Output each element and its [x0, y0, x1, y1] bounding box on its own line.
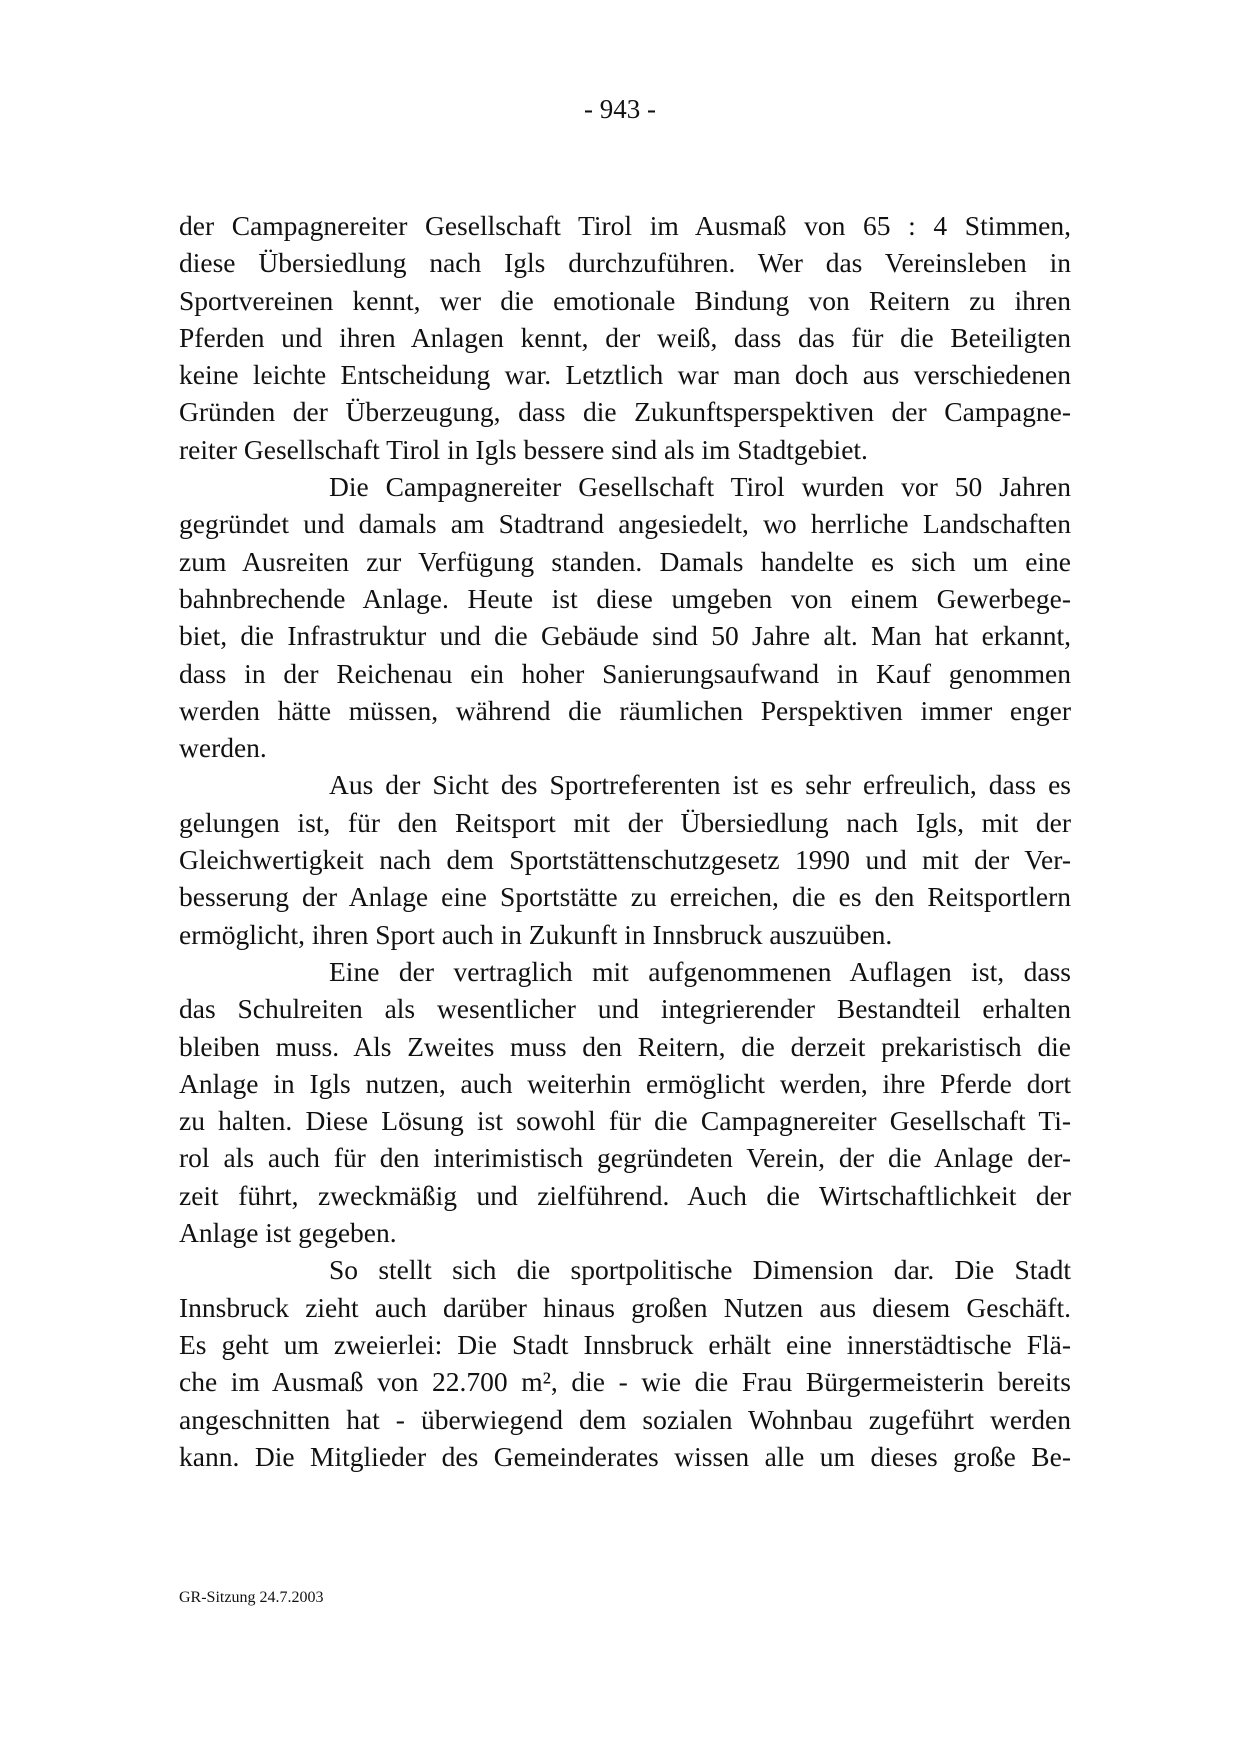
- text-line: zum Ausreiten zur Verfügung standen. Damals handelte es sich um eine: [179, 545, 1071, 577]
- text-line: dass in der Reichenau ein hoher Sanierungsaufwand in Kauf genommen: [179, 657, 1071, 689]
- text-line: diese Übersiedlung nach Igls durchzuführen. Wer das Vereinsleben in: [179, 247, 1071, 279]
- text-line: che im Ausmaß von 22.700 m², die - wie die Frau Bürgermeisterin bereits: [179, 1366, 1071, 1398]
- text-line: Gründen der Überzeugung, dass die Zukunftsperspektiven der Campagne-: [179, 396, 1071, 428]
- text-line: gelungen ist, für den Reitsport mit der Übersiedlung nach Igls, mit der: [179, 806, 1071, 838]
- text-line: keine leichte Entscheidung war. Letztlich war man doch aus verschiedenen: [179, 359, 1071, 391]
- text-line: werden hätte müssen, während die räumlichen Perspektiven immer enger: [179, 694, 1071, 726]
- text-line: gegründet und damals am Stadtrand angesiedelt, wo herrliche Landschaften: [179, 508, 1071, 540]
- body-text: [179, 207, 1071, 1475]
- text-line: biet, die Infrastruktur und die Gebäude sind 50 Jahre alt. Man hat erkannt,: [179, 620, 1071, 652]
- text-line: angeschnitten hat - überwiegend dem sozialen Wohnbau zugeführt werden: [179, 1403, 1071, 1435]
- text-line: rol als auch für den interimistisch gegründeten Verein, der die Anlage der-: [179, 1142, 1071, 1174]
- text-line: zeit führt, zweckmäßig und zielführend. Auch die Wirtschaftlichkeit der: [179, 1179, 1071, 1211]
- text-line: besserung der Anlage eine Sportstätte zu erreichen, die es den Reitsportlern: [179, 881, 1071, 913]
- text-line: Anlage ist gegeben.: [179, 1217, 397, 1249]
- text-line: das Schulreiten als wesentlicher und integrierender Bestandteil erhalten: [179, 993, 1071, 1025]
- text-line: Innsbruck zieht auch darüber hinaus großen Nutzen aus diesem Geschäft.: [179, 1291, 1071, 1323]
- text-line: zu halten. Diese Lösung ist sowohl für die Campagnereiter Gesellschaft Ti-: [179, 1105, 1071, 1137]
- text-line: Eine der vertraglich mit aufgenommenen Auflagen ist, dass: [329, 955, 1071, 987]
- text-line: ermöglicht, ihren Sport auch in Zukunft in Innsbruck auszuüben.: [179, 918, 893, 950]
- text-line: bahnbrechende Anlage. Heute ist diese umgeben von einem Gewerbege-: [179, 582, 1071, 614]
- text-line: bleiben muss. Als Zweites muss den Reitern, die derzeit prekaristisch die: [179, 1030, 1071, 1062]
- text-line: Anlage in Igls nutzen, auch weiterhin ermöglicht werden, ihre Pferde dort: [179, 1067, 1071, 1099]
- text-line: Pferden und ihren Anlagen kennt, der weiß, dass das für die Beteiligten: [179, 321, 1071, 353]
- text-line: kann. Die Mitglieder des Gemeinderates wissen alle um dieses große Be-: [179, 1440, 1071, 1472]
- page-number: - 943 -: [584, 94, 656, 124]
- text-line: reiter Gesellschaft Tirol in Igls bessere sind als im Stadtgebiet.: [179, 433, 868, 465]
- text-line: Sportvereinen kennt, wer die emotionale Bindung von Reitern zu ihren: [179, 284, 1071, 316]
- text-line: So stellt sich die sportpolitische Dimension dar. Die Stadt: [329, 1254, 1071, 1286]
- text-line: der Campagnereiter Gesellschaft Tirol im Ausmaß von 65 : 4 Stimmen,: [179, 210, 1071, 241]
- text-line: Die Campagnereiter Gesellschaft Tirol wurden vor 50 Jahren: [329, 471, 1071, 503]
- footer-session-date: GR-Sitzung 24.7.2003: [179, 1589, 324, 1606]
- text-line: Gleichwertigkeit nach dem Sportstättenschutzgesetz 1990 und mit der Ver-: [179, 844, 1071, 876]
- text-line: Aus der Sicht des Sportreferenten ist es sehr erfreulich, dass es: [329, 769, 1071, 801]
- text-line: Es geht um zweierlei: Die Stadt Innsbruck erhält eine innerstädtische Flä-: [179, 1328, 1071, 1360]
- text-line: werden.: [179, 732, 267, 764]
